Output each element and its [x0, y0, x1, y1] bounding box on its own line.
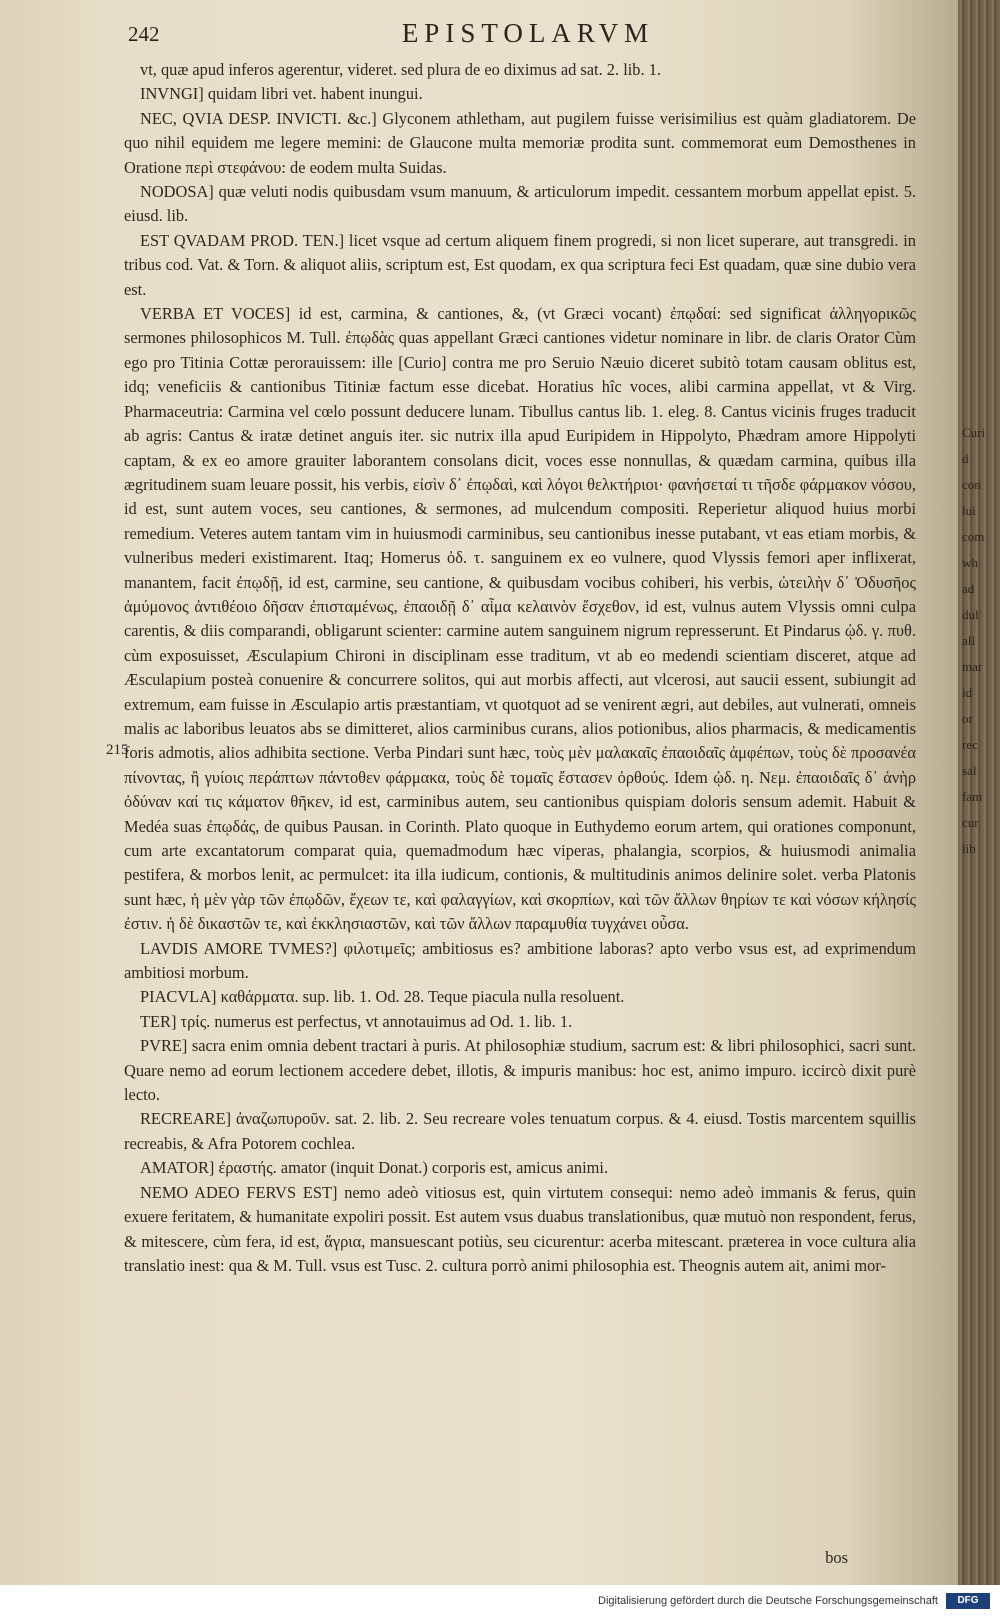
page-number: 242	[128, 22, 160, 46]
paragraph: AMATOR] ἐραστής. amator (inquit Donat.) corporis est, amicus animi.	[140, 1158, 609, 1178]
paragraph: NODOSA] quæ veluti nodis quibusdam vsum manuum, & articulorum impedit. cessantem morbum appellat epist. 5. eiusd. lib.	[124, 182, 916, 226]
paragraph: NEC, QVIA DESP. INVICTI. &c.] Glyconem athletham, aut pugilem fuisse verisimilius est quàm gladiatorem. De quo nihil equidem me legere memini: de Glaucone multa memoriæ prodita sunt. commemorat eum Demosthenes in Oratione περὶ στεφάνου: de eodem multa Suidas.	[124, 108, 916, 177]
digitization-footer	[0, 1585, 1000, 1618]
paragraph: EST QVADAM PROD. TEN.] licet vsque ad certum aliquem finem progredi, si non licet superare, aut transgredi. in tribus cod. Vat. & Torn. & aliquot aliis, scriptum est, Est quodam, ex qua scriptura feci Est quadam, quæ sine dubio vera est.	[124, 230, 916, 299]
paragraph: TER] τρίς. numerus est perfectus, vt annotauimus ad Od. 1. lib. 1.	[140, 1011, 573, 1031]
paragraph: PVRE] sacra enim omnia debent tractari à puris. At philosophiæ studium, sacrum est: & libri philosophici, sacri sunt. Quare nemo ad eorum lectionem accedere debet, illotis, & impuris manibus: hoc est, animo impuro. iccircò dixit purè lecto.	[124, 1036, 916, 1105]
paragraph: NEMO ADEO FERVS EST] nemo adeò vitiosus est, quin virtutem consequi: nemo adeò immanis & ferus, quin exuere feritatem, & humanitate expoliri possit. Est autem vsus duabus translationibus, quæ mutuò non respondent, ferus, & mitescere, cùm fera, id est, ἄγρια, mansuescant potiùs, seu cicurentur: acerba mitescant. præterea in voce cultura alia translatio inest: qua & M. Tull. vsus est Tusc. 2. cultura porrò animi philosophia est. Theognis autem ait, animi mor-	[124, 1182, 916, 1275]
paragraph: INVNGI] quidam libri vet. habent inungui.	[140, 84, 423, 104]
page-header	[118, 18, 938, 50]
running-head: EPISTOLARVM	[401, 18, 655, 48]
paragraph: LAVDIS AMORE TVMES?] φιλοτιμεῖς; ambitiosus es? ambitione laboras? apto verbo vsus est, ad exprimendum ambitiosi morbum.	[124, 938, 916, 983]
dfg-logo: DFG	[946, 1593, 990, 1609]
paragraph: VERBA ET VOCES] id est, carmina, & cantiones, &, (vt Græci vocant) ἐπῳδαί: sed significat ἀλληγορικῶς sermones philosophicos M. Tull. ἐπῳδὰς quas appellant Græci cantiones videtur nominare in libr. de claris Orator Cùm ego pro Titinia Cottæ perorauissem: ille [Curio] contra me pro Seruio Næuio diceret subitò totam causam oblitus est, idq; veneficiis & cantionibus Titiniæ factum esse dicebat. Horatius hîc voces, alibi carmina appellat, vt & Virg. Pharmaceutria: Carmina vel cœlo possunt deducere lunam. Tibullus cantus lib. 1. eleg. 8. Cantus vicinis fruges traducit ab agris: Cantus & iratæ detinet anguis iter. sic nutrix illa apud Euripidem in Hippolyto, Phædram amore Hippolyti captam, & ex eo amore grauiter laborantem consolans dicit, voces esse nonnullas, & quædam carmina, quibus illa ægritudinem suam leuare possit, his verbis, εἰσὶν δ᾽ ἐπῳδαὶ, καὶ λόγοι θελκτήριοι· φανήσεταί τι τῆσδε φάρμακον νόσου, id est, sunt autem voces, seu cantiones, & sermones, ad mulcendum compositi. Reperietur aliquod huius morbi remedium. Veteres autem tantam vim in huiusmodi carminibus, seu cantionibus inesse putabant, vt eas etiam morbis, & vulneribus mederi existimarent. Itaq; Homerus ὀδ. τ. sanguinem ex eo vulnere, quod Vlyssis femori aper inflixerat, manantem, facit ἐπῳδῇ, id est, carmine, seu cantione, & quibusdam vocibus cohiberi, his verbis, ὠτειλὴν δ᾽ Ὀδυσῆος ἀμύμονος ἀντιθέοιο δῆσαν ἐπισταμένως, ἐπαοιδῇ δ᾽ αἷμα κελαινὸν ἔσχεθον, id est, vulnus autem Vlyssis omni culpa carentis, & diis comparandi, obligarunt scienter: carmine autem sanguinem nigrum represserunt. Et Pindarus ᾠδ. γ. πυθ. cùm exposuisset, Æsculapium Chironi in disciplinam esse traditum, vt ab eo medendi scientiam disceret, atque ad Æsculapium posteà conuenire & concurrere solitos, qui aut morbis affecti, aut vlcerosi, aut saucii essent, subiungit ad extremum, eam fuisse in Æsculapio artis præstantiam, vt quotquot ad se venirent ægri, aut debiles, aut vulnerati, omneis malis ac laboribus leuatos abs se dimitteret, alios carminibus curans, alios potionibus, alios pharmacis, & medicamentis foris admotis, alios adhibita sectione. Verba Pindari sunt hæc, τοὺς μὲν μαλακαῖς ἐπαοιδαῖς ἀμφέπων, τοὺς δὲ προσανέα πίνοντας, ἢ γυίοις περάπτων πάντοθεν φάρμακα, τοὺς δὲ τομαῖς ἔστασεν ὀρθούς. Idem ᾠδ. η. Νεμ. ἐπαοιδαῖς δ᾽ ἀνὴρ ὀδύναν καί τις κάματον θῆκεν, id est, carminibus autem, seu cantionibus quispiam doloris sensum ademit. Habuit & Medéa suas ἐπῳδάς, de quibus Pausan. in Corinth. Plato quoque in Euthydemo eorum artem, qui orationes componunt, cum arte excantatorum comparat quia, quemadmodum hæc viperas, phalangia, scorpios, & huiusmodi animalia pestifera, & morbos lenit, ac permulcet: ita illa iudicum, contionis, & multitudinis animos delinire solet. verba Platonis sunt hæc, ἡ μὲν γὰρ τῶν ἐπῳδῶν, ἔχεων τε, καὶ φαλαγγίων, καὶ σκορπίων, καὶ τῶν ἄλλων θηρίων τε καὶ νόσων κήλησίς ἐστιν. ἡ δὲ δικαστῶν τε, καὶ ἐκκλησιαστῶν, καὶ τῶν ἄλλων παραμυθία τυγχάνει οὖσα.	[124, 304, 916, 934]
catchword: bos	[825, 1548, 848, 1567]
facing-page-edge-text: Curi d con lui com wh ad dul all mar id or rec sal fam cur lib	[962, 425, 986, 856]
paragraph: RECREARE] ἀναζωπυροῦν. sat. 2. lib. 2. Seu recreare voles tenuatum corpus. & 4. eiusd. Tostis marcentem squillis recreabis, & Afra Potorem cochlea.	[124, 1109, 916, 1153]
footer-credit: Digitalisierung gefördert durch die Deutsche Forschungsgemeinschaft	[598, 1595, 938, 1607]
paragraph: PIACVLA] καθάρματα. sup. lib. 1. Od. 28. Teque piacula nulla resoluent.	[140, 987, 625, 1007]
paragraph: vt, quæ apud inferos agerentur, videret. sed plura de eo diximus ad sat. 2. lib. 1.	[140, 60, 661, 79]
margin-number: 215	[106, 742, 129, 758]
body-text	[124, 58, 916, 1278]
